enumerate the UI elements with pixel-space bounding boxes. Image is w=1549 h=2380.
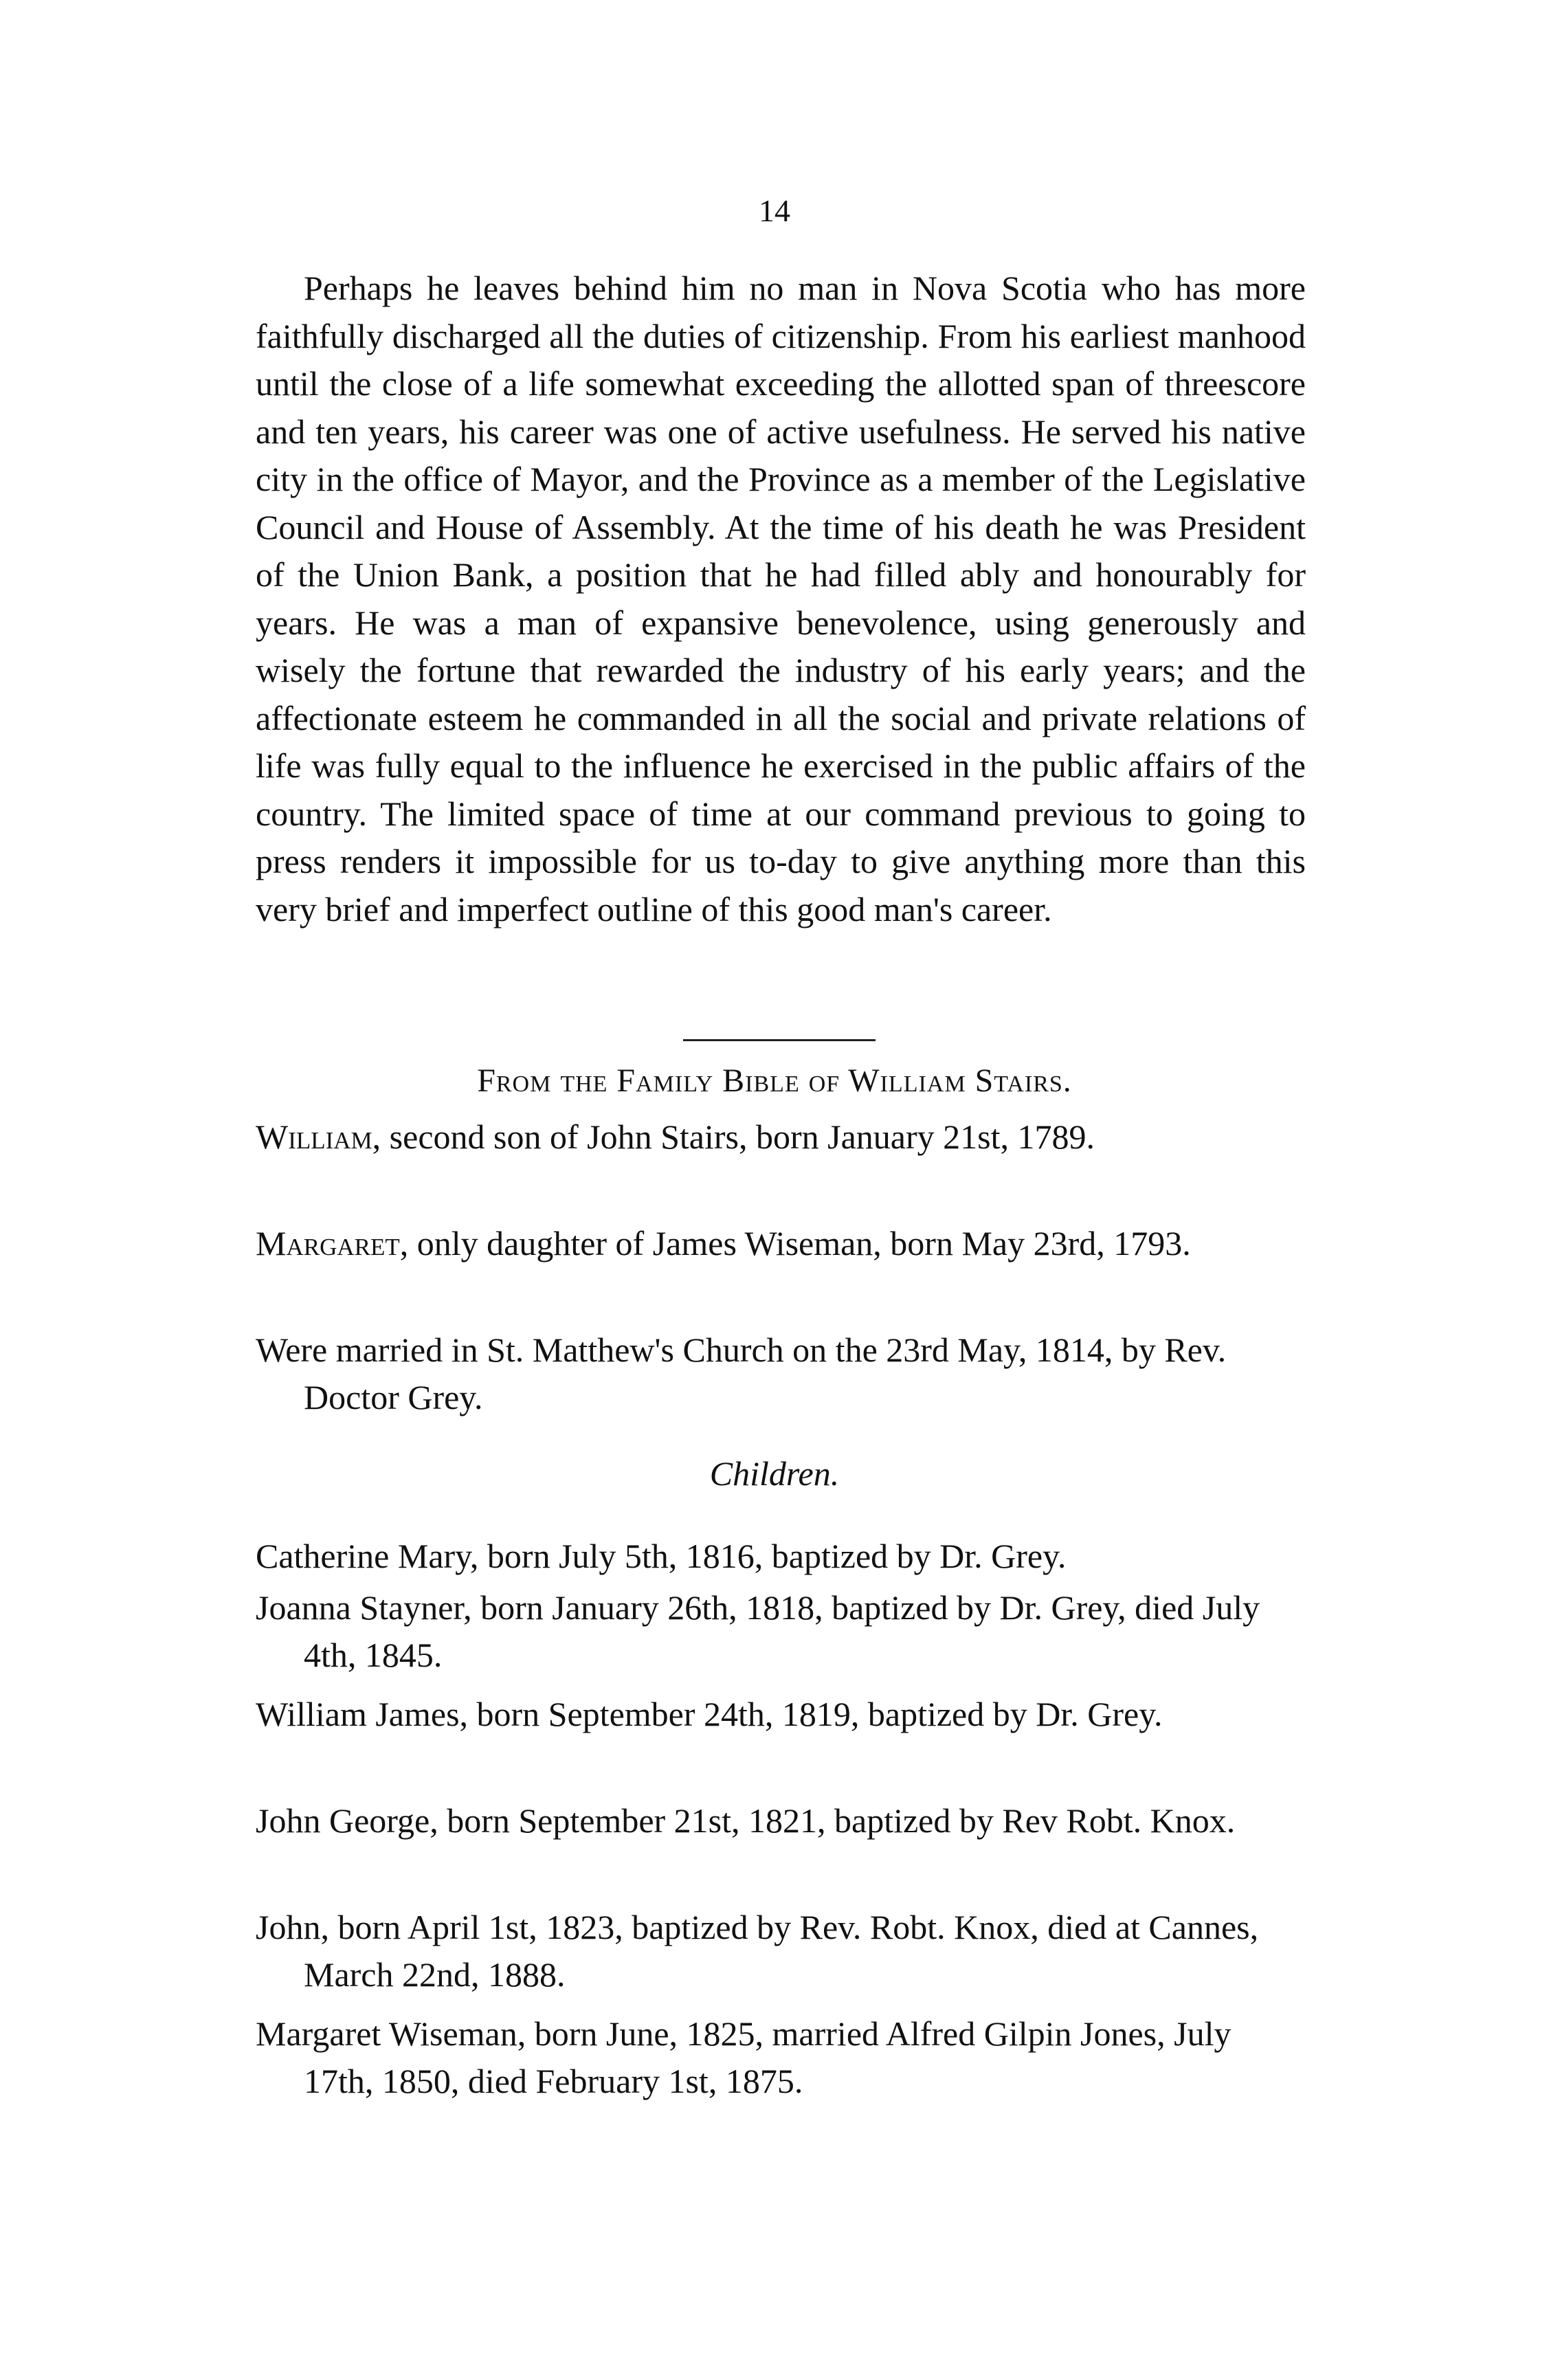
obituary-paragraph: Perhaps he leaves behind him no man in Nova Scotia who has more faithfully discharged all the duties of citizenship. From his earliest manhood until the close of a life somewhat exceeding the allotted span of threescore and ten years, his career was one of active usefulness. He served his native city in the office of Mayor, and the Province as a member of the Legislative Council and House of Assembly. At the time of his death he was President of the Union Bank, a position that he had filled ably and honourably for years. He was a man of expansive benevolence, using generously and wisely the fortune that rewarded the industry of his early years; and the affectionate esteem he commanded in all the social and private relations of life was fully equal to the influence he exercised in the public affairs of the country. The limited space of time at our command previous to going to press renders it impossible for us to-day to give anything more than this very brief and imperfect outline of this good man's career.	[256, 269, 1306, 928]
entry-text: Were married in St. Matthew's Church on the 23rd May, 1814, by Rev. Doctor Grey.	[256, 1331, 1227, 1416]
bible-entry-william	[256, 1113, 1306, 1161]
entry-text: , second son of John Stairs, born January 21st, 1789.	[372, 1117, 1095, 1156]
entry-text: , only daughter of James Wiseman, born May 23rd, 1793.	[399, 1224, 1191, 1263]
family-bible-heading: From the Family Bible of William Stairs.	[477, 1063, 1072, 1099]
child-entry: Margaret Wiseman, born June, 1825, married Alfred Gilpin Jones, July 17th, 1850, died February 1st, 1875.	[256, 2014, 1232, 2100]
entry-name: Margaret	[256, 1224, 400, 1263]
children-heading: Children.	[709, 1454, 840, 1493]
child-entry: Joanna Stayner, born January 26th, 1818, baptized by Dr. Grey, died July 4th, 1845.	[256, 1588, 1260, 1674]
entry-name: William	[256, 1117, 372, 1156]
child-entry: John George, born September 21st, 1821, baptized by Rev Robt. Knox.	[256, 1801, 1236, 1840]
section-divider	[683, 1039, 876, 1041]
child-entry: Catherine Mary, born July 5th, 1816, baptized by Dr. Grey.	[256, 1537, 1067, 1575]
bible-entry-margaret	[256, 1220, 1306, 1267]
bible-entry-marriage	[256, 1326, 1306, 1421]
child-entry: John, born April 1st, 1823, baptized by Rev. Robt. Knox, died at Cannes, March 22nd, 1888.	[256, 1908, 1259, 1994]
child-entry: William James, born September 24th, 1819, baptized by Dr. Grey.	[256, 1695, 1163, 1733]
page-number: 14	[759, 193, 790, 228]
